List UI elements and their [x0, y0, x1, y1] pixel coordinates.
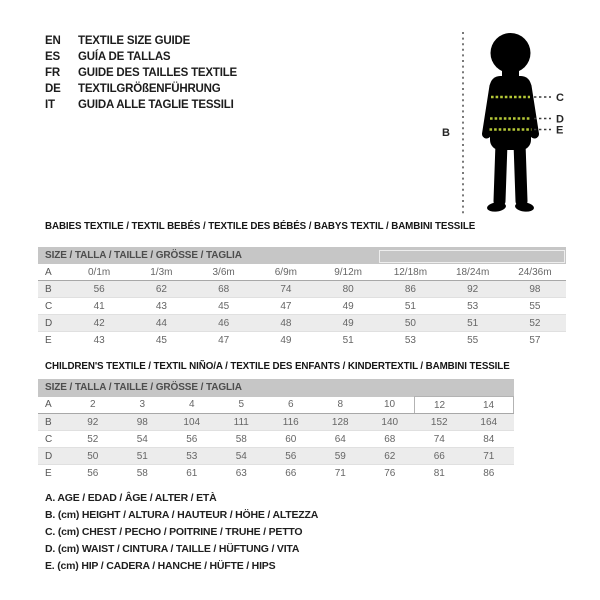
language-code: IT	[45, 99, 55, 111]
size-cell: 61	[186, 467, 198, 479]
size-cell: 68	[365, 431, 415, 448]
size-row-E	[38, 465, 514, 482]
size-cell: 18/24m	[442, 264, 504, 281]
size-cell: 12/18m	[379, 264, 441, 281]
language-title: GUÍA DE TALLAS	[78, 51, 171, 63]
size-cell: 47	[255, 298, 317, 315]
size-cell: 54	[118, 431, 168, 448]
size-cell: 0/1m	[68, 264, 130, 281]
children-size-table	[38, 379, 514, 481]
size-cell: 116	[266, 414, 316, 431]
legend-height: B. (cm) HEIGHT / ALTURA / HAUTEUR / HÖHE / ALTEZZA	[45, 508, 319, 521]
size-row-E	[38, 332, 566, 349]
size-cell: 8	[316, 397, 366, 414]
size-cell: 49	[317, 315, 379, 332]
babies-size-table	[38, 247, 566, 348]
measurement-legend	[45, 489, 318, 574]
size-cell: 92	[442, 281, 504, 298]
size-cell: 58	[136, 467, 148, 479]
size-cell: 42	[68, 315, 130, 332]
babies-section	[38, 221, 566, 348]
size-cell: 14	[464, 397, 514, 414]
size-cell: 53	[404, 334, 416, 346]
children-section-title: CHILDREN'S TEXTILE / TEXTIL NIÑO/A / TEXTILE DES ENFANTS / KINDERTEXTIL / BAMBINI TESSILE	[45, 361, 510, 372]
size-cell: 41	[68, 298, 130, 315]
size-cell: 45	[155, 334, 167, 346]
legend-age: A. AGE / EDAD / ÂGE / ALTER / ETÀ	[45, 491, 217, 504]
size-cell: 164	[464, 414, 514, 431]
size-cell: 55	[467, 334, 479, 346]
size-cell: 62	[365, 448, 415, 465]
size-cell: 4	[167, 397, 217, 414]
size-cell: 80	[317, 281, 379, 298]
size-cell: 84	[464, 431, 514, 448]
size-cell: 152	[415, 414, 465, 431]
legend-waist: D. (cm) WAIST / CINTURA / TAILLE / HÜFTUNG / VITA	[45, 542, 300, 555]
size-cell: 74	[415, 431, 465, 448]
language-title-list	[45, 33, 237, 113]
size-cell: 43	[93, 334, 105, 346]
size-cell: 3/6m	[193, 264, 255, 281]
size-cell: 43	[130, 298, 192, 315]
language-code: DE	[45, 83, 61, 95]
size-row-B	[38, 414, 514, 431]
waist-label: D	[556, 113, 564, 126]
size-cell: 98	[118, 414, 168, 431]
size-row-B	[38, 281, 566, 298]
child-silhouette	[487, 33, 535, 213]
size-cell: 92	[68, 414, 118, 431]
size-cell: 56	[68, 281, 130, 298]
size-cell: 10	[365, 397, 415, 414]
size-cell: 49	[317, 298, 379, 315]
row-label: E	[45, 467, 52, 479]
size-cell: 47	[218, 334, 230, 346]
size-cell: 59	[316, 448, 366, 465]
size-cell: 81	[433, 467, 445, 479]
size-row-D	[38, 315, 566, 332]
size-cell: 104	[167, 414, 217, 431]
size-cell: 86	[379, 281, 441, 298]
size-cell: 74	[255, 281, 317, 298]
language-row	[45, 65, 237, 81]
size-row-A	[38, 264, 566, 281]
size-cell: 6/9m	[255, 264, 317, 281]
size-cell: 58	[217, 431, 267, 448]
language-code: ES	[45, 51, 60, 63]
size-cell: 52	[504, 315, 566, 332]
size-cell: 9/12m	[317, 264, 379, 281]
size-cell: 86	[483, 467, 495, 479]
language-title: TEXTILE SIZE GUIDE	[78, 35, 191, 47]
legend-chest: C. (cm) CHEST / PECHO / POITRINE / TRUHE / PETTO	[45, 525, 303, 538]
chest-label: C	[556, 92, 564, 104]
size-cell: 64	[316, 431, 366, 448]
size-row-C	[38, 298, 566, 315]
language-title: TEXTILGRÖßENFÜHRUNG	[78, 83, 221, 95]
size-cell: 50	[68, 448, 118, 465]
size-cell: 60	[266, 431, 316, 448]
size-cell: 71	[464, 448, 514, 465]
size-cell: 53	[442, 298, 504, 315]
size-cell: 52	[68, 431, 118, 448]
row-label: A	[38, 264, 68, 281]
language-code: EN	[45, 35, 61, 47]
size-cell: 49	[280, 334, 292, 346]
child-silhouette-figure	[430, 8, 600, 228]
language-row	[45, 33, 237, 49]
size-cell: 45	[193, 298, 255, 315]
size-cell: 66	[285, 467, 297, 479]
size-cell: 51	[342, 334, 354, 346]
size-cell: 5	[217, 397, 267, 414]
language-row	[45, 49, 237, 65]
size-cell: 56	[266, 448, 316, 465]
babies-table-header: SIZE / TALLA / TAILLE / GRÖSSE / TAGLIA	[38, 247, 566, 264]
row-label: B	[38, 414, 68, 431]
language-title: GUIDE DES TAILLES TEXTILE	[78, 67, 237, 79]
row-label: D	[38, 448, 68, 465]
size-cell: 24/36m	[504, 264, 566, 281]
size-cell: 56	[167, 431, 217, 448]
size-cell: 1/3m	[130, 264, 192, 281]
children-table-header: SIZE / TALLA / TAILLE / GRÖSSE / TAGLIA	[38, 379, 514, 397]
language-title: GUIDA ALLE TAGLIE TESSILI	[78, 99, 234, 111]
size-cell: 56	[87, 467, 99, 479]
size-cell: 62	[130, 281, 192, 298]
size-cell: 63	[235, 467, 247, 479]
size-cell: 53	[167, 448, 217, 465]
language-code: FR	[45, 67, 60, 79]
children-table-wrap	[38, 379, 514, 481]
size-cell: 98	[504, 281, 566, 298]
size-cell: 55	[504, 298, 566, 315]
size-cell: 71	[334, 467, 346, 479]
size-cell: 57	[529, 334, 541, 346]
row-label: C	[38, 298, 68, 315]
size-cell: 12	[415, 397, 465, 414]
size-cell: 68	[193, 281, 255, 298]
language-row	[45, 81, 237, 97]
size-cell: 54	[217, 448, 267, 465]
size-cell: 51	[379, 298, 441, 315]
size-cell: 128	[316, 414, 366, 431]
size-cell: 6	[266, 397, 316, 414]
size-cell: 3	[118, 397, 168, 414]
size-cell: 76	[384, 467, 396, 479]
size-cell: 48	[255, 315, 317, 332]
row-label: E	[45, 334, 52, 346]
row-label: D	[38, 315, 68, 332]
legend-hip: E. (cm) HIP / CADERA / HANCHE / HÜFTE / HIPS	[45, 559, 276, 572]
babies-section-title: BABIES TEXTILE / TEXTIL BEBÉS / TEXTILE DES BÉBÉS / BABYS TEXTIL / BAMBINI TESSILE	[45, 221, 476, 232]
size-cell: 51	[442, 315, 504, 332]
size-cell: 46	[193, 315, 255, 332]
row-label: C	[38, 431, 68, 448]
size-cell: 50	[379, 315, 441, 332]
size-row-D	[38, 448, 514, 465]
hip-label: E	[556, 124, 564, 137]
size-cell: 66	[415, 448, 465, 465]
children-section	[38, 361, 514, 481]
size-row-C	[38, 431, 514, 448]
size-cell: 44	[130, 315, 192, 332]
size-cell: 111	[217, 414, 267, 431]
babies-table-wrap	[38, 247, 566, 348]
size-cell: 140	[365, 414, 415, 431]
size-row-A	[38, 397, 514, 414]
size-cell: 51	[118, 448, 168, 465]
height-label: B	[442, 127, 450, 139]
size-cell: 2	[68, 397, 118, 414]
language-row	[45, 97, 237, 113]
row-label: A	[38, 397, 68, 414]
row-label: B	[38, 281, 68, 298]
